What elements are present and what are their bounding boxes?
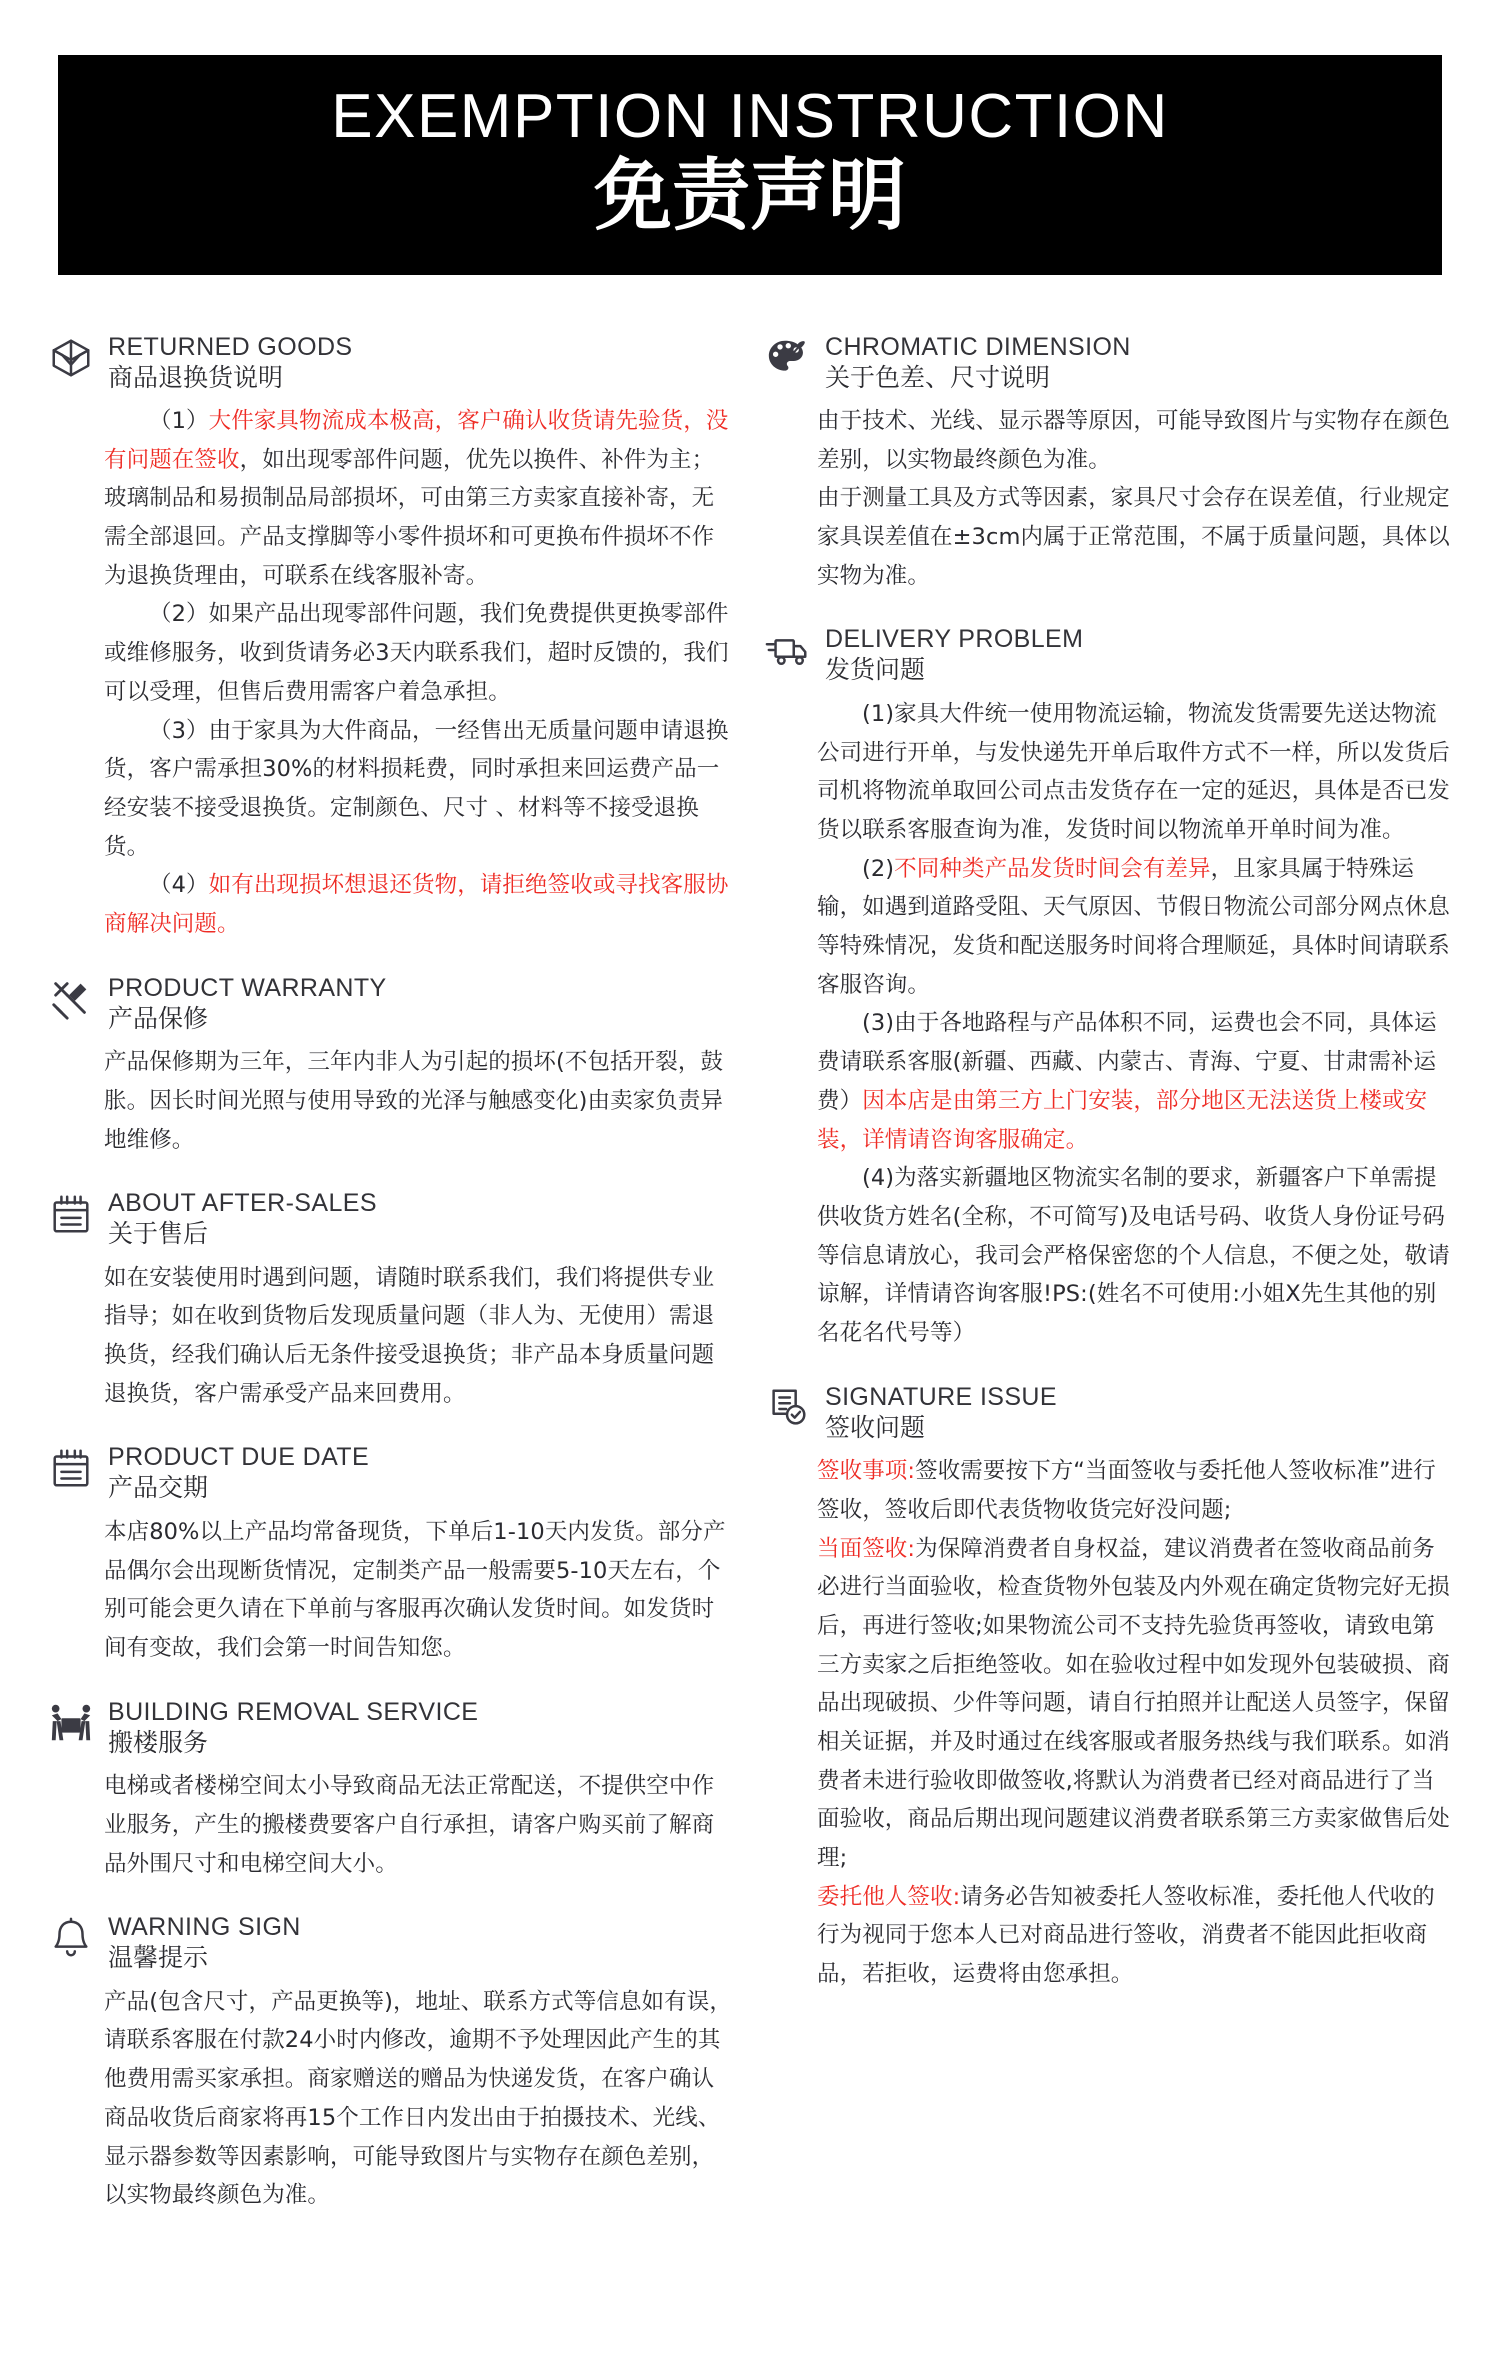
paragraph (817, 1452, 1452, 1529)
paragraph (817, 850, 1452, 1005)
section-title-en: WARNING SIGN (108, 1913, 301, 1942)
body-text: 由于测量工具及方式等因素，家具尺寸会存在误差值，行业规定家具误差值在±3cm内属于正常范围，不属于质量问题，具体以实物为准。 (817, 485, 1450, 589)
right-column (765, 333, 1452, 2024)
body-text: 由于技术、光线、显示器等原因，可能导致图片与实物存在颜色差别，以实物最终颜色为准。 (817, 408, 1450, 473)
section-body (765, 1452, 1452, 1994)
body-text: 产品保修期为三年，三年内非人为引起的损坏(不包括开裂，鼓胀。因长时间光照与使用导致的光泽与触感变化)由卖家负责异地维修。 (104, 1049, 724, 1153)
body-text: (4)为落实新疆地区物流实名制的要求，新疆客户下单需提供收货方姓名(全称，不可简写)及电话号码、收货人身份证号码等信息请放心，我司会严格保密您的个人信息，不便之处，敬请谅解，详情请咨询客服!PS:(姓名不可使用:小姐X先生其他的别名花名代号等） (817, 1165, 1450, 1346)
section-titles (825, 1383, 1057, 1443)
body-text: 如在安装使用时遇到问题，请随时联系我们，我们将提供专业指导；如在收到货物后发现质量问题（非人为、无使用）需退换货，经我们确认后无条件接受退换货；非产品本身质量问题退换货，客户需承受产品来回费用。 (104, 1264, 715, 1407)
paragraph (817, 1530, 1452, 1878)
paragraph (817, 1159, 1452, 1352)
section-title-cn: 产品交期 (108, 1473, 209, 1503)
section-header (48, 1913, 735, 1973)
page-banner (58, 55, 1442, 275)
section-header (765, 625, 1452, 685)
body-text: 为保障消费者自身权益，建议消费者在签收商品前务必进行当面验收，检查货物外包装及内外观在确定货物完好无损后，再进行签收;如果物流公司不支持先验货再签收，请致电第三方卖家之后拒绝签收。如在验收过程中如发现外包装破损、商品出现破损、少件等问题，请自行拍照并让配送人员签字，保留相关证据，并及时通过在线客服或者服务热线与我们联系。如消费者未进行验收即做签收,将默认为消费者已经对商品进行了当面验收，商品后期出现问题建议消费者联系第三方卖家做售后处理; (817, 1535, 1450, 1872)
wrench-screwdriver-icon (48, 976, 94, 1022)
section-building-removal-service (48, 1698, 735, 1884)
paragraph (104, 1043, 735, 1159)
paragraph (817, 479, 1452, 595)
paragraph (104, 866, 735, 943)
banner-title-en: EXEMPTION INSTRUCTION (331, 82, 1169, 151)
section-header (765, 1383, 1452, 1443)
section-header (48, 1189, 735, 1249)
section-warning-sign (48, 1913, 735, 2215)
paragraph (104, 1259, 735, 1414)
highlight-text: 大件家具物流成本极高，客户确认收货请先验货，没有问题在签收 (104, 408, 729, 473)
bell-icon (48, 1915, 94, 1961)
body-text: 产品(包含尺寸，产品更换等)，地址、联系方式等信息如有误，请联系客服在付款24小时内修改，逾期不予处理因此产生的其他费用需买家承担。商家赠送的赠品为快递发货，在客户确认商品收货后商家将再15个工作日内发出由于拍摄技术、光线、显示器参数等因素影响，可能导致图片与实物存在颜色差别，以实物最终颜色为准。 (104, 1988, 732, 2209)
highlight-text: 委托他人签收: (817, 1883, 961, 1910)
section-title-cn: 产品保修 (108, 1003, 209, 1033)
section-title-en: CHROMATIC DIMENSION (825, 332, 1131, 361)
section-titles (108, 1913, 301, 1973)
paragraph (104, 1767, 735, 1883)
body-text: ，如出现零部件问题，优先以换件、补件为主；玻璃制品和易损制品局部损坏，可由第三方卖家直接补寄，无需全部退回。产品支撑脚等小零件损坏和可更换布件损坏不作为退换货理由，可联系在线客服补寄。 (104, 446, 715, 589)
paragraph (104, 1513, 735, 1668)
body-text: 请务必告知被委托人签收标准，委托他人代收的行为视同于您本人已对商品进行签收，消费者不能因此拒收商品，若拒收，运费将由您承担。 (817, 1883, 1435, 1988)
section-returned-goods (48, 333, 735, 944)
section-title-en: SIGNATURE ISSUE (825, 1382, 1057, 1411)
section-title-cn: 温馨提示 (108, 1943, 209, 1973)
paragraph (817, 695, 1452, 850)
left-column (48, 333, 735, 2245)
highlight-text: 不同种类产品发货时间会有差异 (894, 855, 1211, 882)
calendar-icon (48, 1191, 94, 1237)
delivery-truck-icon (765, 627, 811, 673)
section-product-due-date (48, 1443, 735, 1667)
section-title-en: PRODUCT DUE DATE (108, 1443, 370, 1472)
section-title-en: DELIVERY PROBLEM (825, 625, 1084, 654)
exemption-instruction-page (0, 55, 1500, 2377)
highlight-text: 签收事项: (817, 1458, 916, 1485)
section-title-en: RETURNED GOODS (108, 332, 353, 361)
body-text: （1） (149, 408, 209, 435)
section-header (48, 1698, 735, 1758)
section-body (48, 402, 735, 944)
section-title-cn: 关于色差、尺寸说明 (825, 362, 1051, 392)
section-body (765, 402, 1452, 595)
body-text: （3）由于家具为大件商品，一经售出无质量问题申请退换货，客户需承担30%的材料损耗费，同时承担来回运费产品一经安装不接受退换货。定制颜色、尺寸 、材料等不接受退换货。 (104, 717, 729, 860)
open-box-icon (48, 335, 94, 381)
section-titles (825, 625, 1083, 685)
section-title-cn: 关于售后 (108, 1219, 209, 1249)
highlight-text: 因本店是由第三方上门安装，部分地区无法送货上楼或安装，详情请咨询客服确定。 (817, 1087, 1428, 1153)
section-title-cn: 签收问题 (825, 1412, 926, 1442)
calendar-icon (48, 1445, 94, 1491)
section-delivery-problem (765, 625, 1452, 1352)
body-text: ，且家具属于特殊运输，如遇到道路受阻、天气原因、节假日物流公司部分网点休息等特殊情况，发货和配送服务时间将合理顺延，具体时间请联系客服咨询。 (817, 855, 1450, 998)
body-text: (2) (862, 855, 895, 882)
section-title-cn: 商品退换货说明 (108, 362, 284, 392)
section-body (48, 1983, 735, 2215)
section-body (48, 1043, 735, 1159)
section-title-en: BUILDING REMOVAL SERVICE (108, 1697, 479, 1726)
paint-palette-icon (765, 335, 811, 381)
section-titles (108, 1189, 377, 1249)
movers-carrying-icon (48, 1700, 94, 1746)
banner-title-cn: 免责声明 (593, 151, 906, 242)
content-columns (48, 333, 1452, 2245)
section-body (48, 1513, 735, 1668)
section-header (48, 1443, 735, 1503)
body-text: 电梯或者楼梯空间太小导致商品无法正常配送，不提供空中作业服务，产生的搬楼费要客户自行承担，请客户购买前了解商品外围尺寸和电梯空间大小。 (104, 1773, 715, 1877)
paragraph (104, 712, 735, 867)
section-header (48, 974, 735, 1034)
paragraph (104, 1983, 735, 2215)
section-title-en: PRODUCT WARRANTY (108, 973, 387, 1002)
section-header (765, 333, 1452, 393)
section-body (48, 1259, 735, 1414)
section-body (765, 695, 1452, 1353)
section-titles (825, 333, 1131, 393)
paragraph (817, 402, 1452, 479)
paragraph (817, 1878, 1452, 1994)
body-text: （2）如果产品出现零部件问题，我们免费提供更换零部件或维修服务，收到货请务必3天内联系我们，超时反馈的，我们可以受理，但售后费用需客户着急承担。 (104, 601, 729, 705)
section-title-en: ABOUT AFTER-SALES (108, 1189, 377, 1218)
section-product-warranty (48, 974, 735, 1160)
paragraph (817, 1004, 1452, 1159)
document-check-icon (765, 1385, 811, 1431)
highlight-text: 当面签收: (817, 1535, 916, 1562)
body-text: （4） (149, 872, 209, 899)
section-titles (108, 974, 387, 1034)
paragraph (104, 402, 735, 595)
section-titles (108, 1443, 369, 1503)
section-titles (108, 333, 353, 393)
section-chromatic-dimension (765, 333, 1452, 596)
highlight-text: 如有出现损坏想退还货物，请拒绝签收或寻找客服协商解决问题。 (104, 872, 729, 937)
body-text: (3)由于各地路程与产品体积不同，运费也会不同，具体运费请联系客服(新疆、西藏、内蒙古、青海、宁夏、甘肃需补运费） (817, 1010, 1437, 1114)
section-header (48, 333, 735, 393)
body-text: (1)家具大件统一使用物流运输，物流发货需要先送达物流公司进行开单，与发快递先开单后取件方式不一样，所以发货后司机将物流单取回公司点击发货存在一定的延迟，具体是否已发货以联系客服查询为准，发货时间以物流单开单时间为准。 (817, 700, 1450, 844)
section-body (48, 1767, 735, 1883)
section-title-cn: 搬楼服务 (108, 1727, 209, 1757)
section-title-cn: 发货问题 (825, 655, 926, 685)
section-signature-issue (765, 1383, 1452, 1994)
section-about-after-sales (48, 1189, 735, 1413)
body-text: 本店80%以上产品均常备现货，下单后1-10天内发货。部分产品偶尔会出现断货情况，定制类产品一般需要5-10天左右，个别可能会更久请在下单前与客服再次确认发货时间。如发货时间有变故，我们会第一时间告知您。 (104, 1518, 726, 1662)
section-titles (108, 1698, 478, 1758)
body-text: 签收需要按下方“当面签收与委托他人签收标准”进行签收，签收后即代表货物收货完好没问题; (817, 1458, 1436, 1523)
paragraph (104, 595, 735, 711)
